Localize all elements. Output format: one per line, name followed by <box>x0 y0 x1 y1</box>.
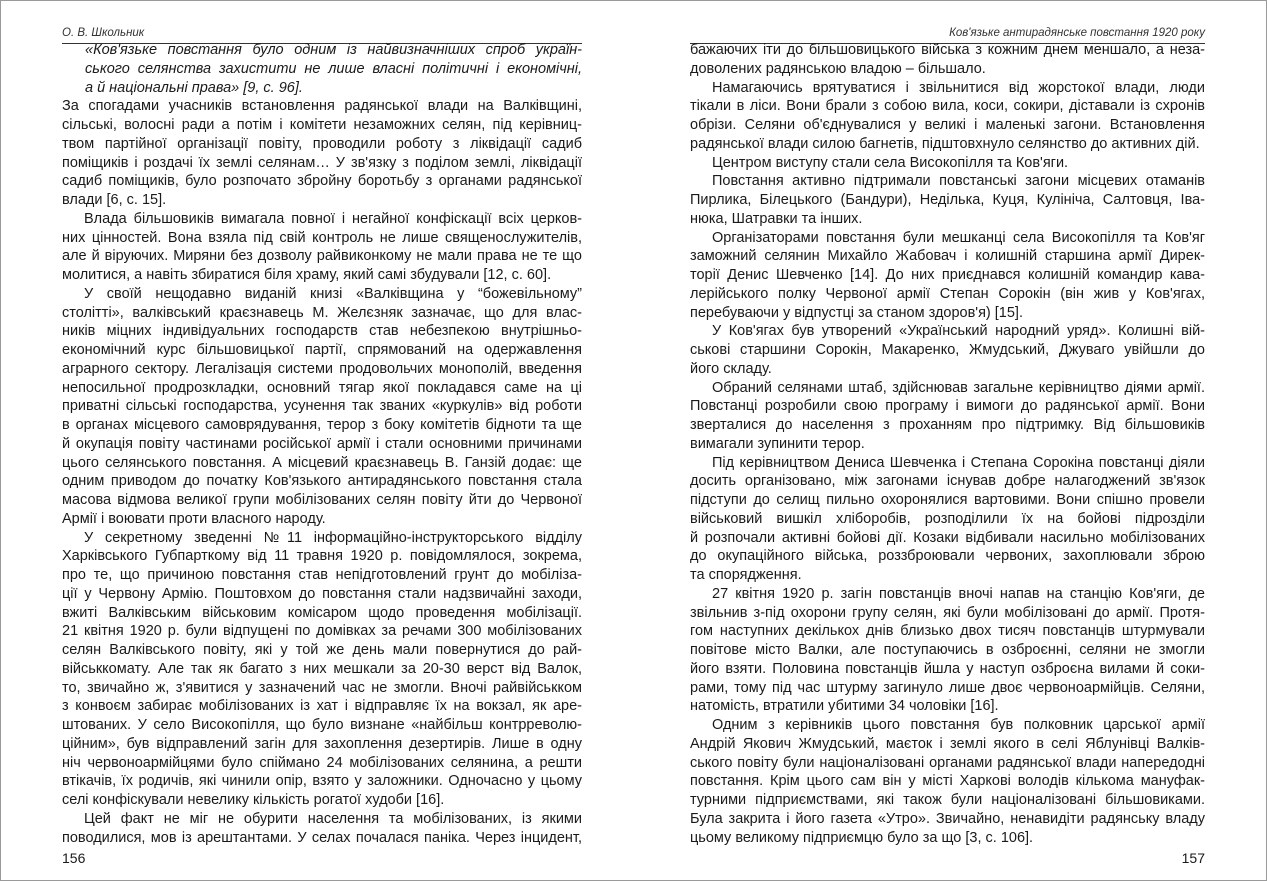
text-line: військкомату. Але так як багато з них мешкали за 20-30 верст від Валок, <box>62 660 582 677</box>
text-line: твом партійної організації повіту, проводили роботу з ліквідації садиб <box>62 135 582 152</box>
text-line: «Ков'язьке повстання було одним із найвизначніших спроб україн- <box>85 42 582 58</box>
text-line: Центром виступу стали села Високопілля та Ков'яги. <box>712 154 1069 171</box>
text-line: й окупація повіту частинами російської армії і стали основними причинами <box>62 435 582 452</box>
text-line: одним приводом до початку Ков'язького антирадянського повстання стала <box>62 473 582 490</box>
text-line: гом наступних декількох днів близько двох тисяч повстанців штурмували <box>690 623 1205 640</box>
paragraph <box>62 97 582 210</box>
text-line: ційним», був відправлений загін для захоплення дезертирів. Лише в одну <box>62 735 582 752</box>
text-line: обрізи. Селяни об'єднувалися у великі і маленькі загони. Встановлення <box>690 117 1205 133</box>
text-line: ськові старшини Сорокін, Макаренко, Жмудський, Джуваго увійшли до <box>690 342 1205 358</box>
text-line: Армії і воювати проти власного народу. <box>62 510 326 527</box>
text-line: них цінностей. Вона взяла під свій контроль не лише священослужителів, <box>62 229 582 246</box>
text-line: нюка, Шатравки та інших. <box>690 210 863 227</box>
text-line: 21 квітня 1920 р. були відпущені по домівках за речами 300 мобілізованих <box>62 623 582 640</box>
text-line: молитися, а навіть збиратися біля храму, який самі збудували [12, с. 60]. <box>62 267 552 283</box>
page-body <box>690 41 1205 847</box>
text-line: цього селянського повстання. А місцевий краєзнавець В. Ганзій додає: ще <box>62 454 582 471</box>
paragraph <box>690 454 1205 585</box>
text-line: й розпочали активні бойові дії. Козаки відбивали насильно мобілізованих <box>690 529 1205 546</box>
text-line: то, звичайно ж, з'явитися у зазначений час не змогли. Вночі райвійськком <box>62 679 582 696</box>
text-line: Обраний селянами штаб, здійснював загальне керівництво діями армії. <box>712 379 1205 396</box>
text-line: військовий вишкіл хліборобів, розподілили їх на бойові підрозділи <box>690 510 1205 527</box>
text-line: приватні сільські господарства, усунення так званих «куркулів» від роботи <box>62 398 582 415</box>
text-line: Одним з керівників цього повстання був полковник царської армії <box>712 717 1205 733</box>
text-line: турними підприємствами, які також були націоналізовані більшовиками. <box>690 792 1205 808</box>
text-line: підступи до селищ пильно охоронялися вартовими. Вони спішно провели <box>690 492 1205 508</box>
text-line: але й віруючих. Миряни без дозволу райвиконкому не мали права не те що <box>62 248 582 265</box>
paragraph <box>690 322 1205 378</box>
text-line: За спогадами учасників встановлення радянської влади на Валківщині, <box>62 98 582 115</box>
text-line: У Ков'ягах був утворений «Український народний уряд». Колишні вій- <box>712 323 1205 340</box>
text-line: цьому великому підприємцю було за що [3, с. 106]. <box>690 829 1034 846</box>
text-line: ніч червоноармійцями було спіймано 24 мобілізованих селянина, а решти <box>62 754 582 771</box>
text-line: Пирлика, Білецького (Бандури), Неділька, Куця, Кулініча, Салтовця, Іва- <box>690 192 1205 208</box>
text-line: ників міцних індивідуальних господарств став небезпекою внутрішньо- <box>62 323 582 340</box>
text-line: в органах місцевого самоврядування, терор з боку комітетів бідноти та ще <box>62 417 582 433</box>
text-line: його взяти. Половина повстанців йшла у наступ озброєна вилами й соки- <box>690 660 1205 677</box>
text-line: масова відмова великої групи мобілізованих селян повіту йти до Червоної <box>62 492 582 508</box>
text-line: втікачів, їх родичів, які чинили опір, взято у заложники. Одночасно у цьому <box>62 773 582 790</box>
text-line: радянської влади силою багнетів, підштовхнуло селянство до активних дій. <box>690 135 1200 152</box>
text-line: штованих. У село Високопілля, що було визнане «найбільш контрреволю- <box>62 717 582 733</box>
text-line: Харківського Губпарткому від 11 травня 1920 р. повідомлялося, зокрема, <box>62 548 582 565</box>
text-line: У секретному зведенні №11 інформаційно-інструкторського відділу <box>84 529 582 546</box>
text-line: економічний курс більшовицької партії, спрямований на одержавлення <box>62 342 582 358</box>
text-line: Організаторами повстання були мешканці села Високопілля та Ков'яг <box>712 229 1205 246</box>
text-line: звільнив з-під охорони групу селян, які були мобілізовані до армії. Протя- <box>690 604 1205 621</box>
running-header-title: Ков'язьке антирадянське повстання 1920 року <box>949 27 1205 39</box>
paragraph <box>62 529 582 810</box>
page-left <box>62 0 582 881</box>
text-line: та спорядження. <box>690 567 802 583</box>
text-line: з конвоєм забирає мобілізованих із хат і відправляє їх на вокзал, як аре- <box>62 698 582 715</box>
paragraph <box>62 810 582 848</box>
text-line: столітті», валківський краєзнавець М. Желєзняк зазначає, що для влас- <box>62 304 582 321</box>
text-line: ського селянства захистити не лише власні політичні і економічні, <box>85 60 582 77</box>
text-line: натомість, втратили убитими 34 чоловіки [16]. <box>690 698 999 715</box>
text-line: зверталися до населення з проханням про підтримку. Від більшовиків <box>690 417 1205 433</box>
text-line: лерійського полку Червоної армії Степан Сорокін (він жив у Ков'ягах, <box>690 285 1205 302</box>
text-line: а й національні права» [9, с. 96]. <box>85 79 303 96</box>
text-line: аграрного сектору. Легалізація системи продовольчих монополій, введення <box>62 360 582 377</box>
text-line: заможний селянин Михайло Жабовач і колишній старшина армії Дирек- <box>690 248 1205 265</box>
text-line: Була закрита і його газета «Утро». Звичайно, ненавидіти радянську владу <box>690 810 1205 827</box>
text-line: ського повіту були націоналізовані органами радянської влади напередодні <box>690 754 1205 771</box>
paragraph <box>690 79 1205 154</box>
text-line: садиб поміщиків, було розпочато збройну боротьбу з органами радянської <box>62 173 582 190</box>
paragraph <box>690 585 1205 716</box>
text-line: рами, тому під час штурму загинуло лише двоє червоноармійців. Селяни, <box>690 679 1205 696</box>
text-line: сільські, волосні ради а потім і комітети незаможних селян, під керівниц- <box>62 117 582 133</box>
text-line: Повстанці розробили свою програму і вимоги до радянської армії. Вони <box>690 398 1205 415</box>
text-line: про те, що причиною повстання став непідготовлений грунт до мобіліза- <box>62 567 582 583</box>
text-line: У своїй нещодавно виданій книзі «Валківщина у “божевільному” <box>84 285 582 302</box>
paragraph <box>690 716 1205 847</box>
paragraph <box>62 285 582 529</box>
text-line: тікали в ліси. Вони брали з собою вила, коси, сокири, діставали із схронів <box>690 98 1205 115</box>
text-line: вжиті Валківським військовим комісаром щодо проведення мобілізації. <box>62 604 582 621</box>
text-line: вимагали зупинити терор. <box>690 435 865 452</box>
page-right <box>690 0 1205 881</box>
page-number: 157 <box>1181 850 1205 866</box>
text-line: 27 квітня 1920 р. загін повстанців вночі напав на станцію Ков'яги, де <box>712 585 1205 602</box>
text-line: Цей факт не міг не обурити населення та мобілізованих, із якими <box>84 810 582 827</box>
paragraph <box>690 172 1205 228</box>
text-line: поміщиків і роздачі їх землі селянам… У зв'язку з поділом землі, ліквідації <box>62 154 582 171</box>
text-line: влади [6, с. 15]. <box>62 192 167 208</box>
text-line: ції у Червону Армію. Поштовхом до повстання стали надзвичайні заходи, <box>62 585 582 602</box>
running-header-author: О. В. Школьник <box>62 27 145 39</box>
text-line: Намагаючись врятуватися і звільнитися від жорстокої влади, люди <box>712 79 1205 96</box>
text-line: повітове місто Валки, але поступаючись в озброєнні, селяни не змогли <box>690 642 1205 658</box>
page-number: 156 <box>62 850 86 866</box>
block-quote <box>62 41 582 97</box>
paragraph <box>690 229 1205 323</box>
text-line: перебуваючи у відпустці за станом здоров'я) [15]. <box>690 304 1023 321</box>
text-line: Під керівництвом Дениса Шевченка і Степана Сорокіна повстанці діяли <box>712 454 1205 471</box>
paragraph <box>62 210 582 285</box>
paragraph <box>690 154 1205 173</box>
text-line: доволених радянською владою – більшало. <box>690 60 986 77</box>
text-line: Влада більшовиків вимагала повної і негайної конфіскації всіх церков- <box>84 210 582 227</box>
paragraph <box>690 379 1205 454</box>
text-line: Андрій Якович Жмудський, маєток і землі якого в селі Яблунівці Валків- <box>690 735 1205 752</box>
text-line: селі конфіскували невелику кількість рогатої худоби [16]. <box>62 792 445 808</box>
text-line: непосильної продрозкладки, основний тягар якої покладався саме на ці <box>62 379 582 396</box>
text-line: селян Валківського повіту, які у той же день мали повернутися до рай- <box>62 642 582 658</box>
text-line: досить організовано, між загонами існував добре налагоджений зв'язок <box>690 473 1205 490</box>
text-line: повстання. Крім цього сам він у місті Харкові володів кількома мануфак- <box>690 773 1205 790</box>
text-line: поводилися, мов із арештантами. У селах почалася паніка. Через інцидент, <box>62 829 582 846</box>
text-line: його складу. <box>690 360 772 377</box>
paragraph <box>690 41 1205 79</box>
text-line: бажаючих іти до більшовицького війська з кожним днем меншало, а неза- <box>690 42 1205 58</box>
text-line: Повстання активно підтримали повстанські загони місцевих отаманів <box>712 173 1205 190</box>
text-line: до окупаційного війська, роззброювали червоних, захоплювали зброю <box>690 548 1205 565</box>
page-body <box>62 41 582 847</box>
text-line: торії Денис Шевченко [14]. До них приєднався колишній командир кава- <box>690 267 1205 283</box>
